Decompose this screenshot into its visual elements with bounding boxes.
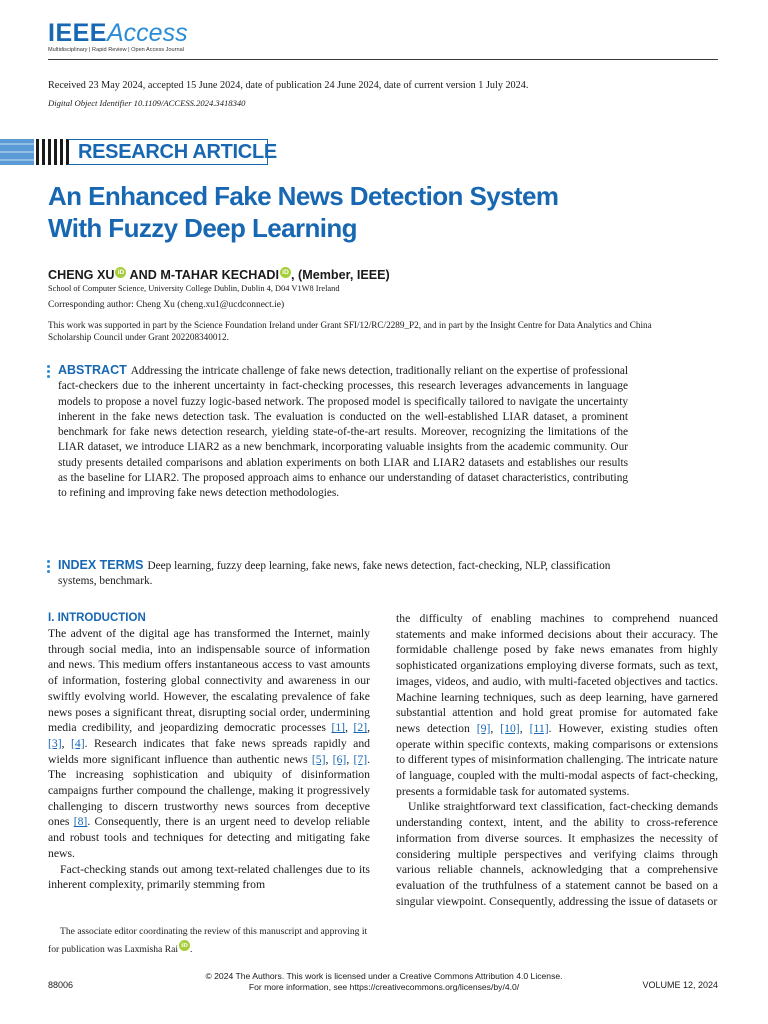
citation-link[interactable]: [10] xyxy=(500,721,520,735)
intro-paragraph-2: Fact-checking stands out among text-related challenges due to its inherent complexity, primarily stemming from xyxy=(48,862,370,892)
index-terms-text: Deep learning, fuzzy deep learning, fake news, fake news detection, fact-checking, NLP, classification systems, benchmark. xyxy=(58,560,611,588)
citation-link[interactable]: [3] xyxy=(48,736,62,750)
index-terms xyxy=(58,558,633,590)
citation-link[interactable]: [1] xyxy=(331,721,346,735)
editor-note xyxy=(48,924,370,958)
abstract-heading: ABSTRACT xyxy=(58,363,127,377)
journal-tagline: Multidisciplinary | Rapid Review | Open Access Journal xyxy=(48,47,184,53)
orcid-icon[interactable]: iD xyxy=(115,267,126,278)
journal-logo xyxy=(48,20,188,53)
article-type-label: RESEARCH ARTICLE xyxy=(68,139,268,165)
dots-marker-icon xyxy=(47,560,51,575)
citation-link[interactable]: [2] xyxy=(353,721,368,735)
volume-label: VOLUME 12, 2024 xyxy=(642,980,718,990)
page-number: 88006 xyxy=(48,980,74,990)
right-column xyxy=(396,611,718,909)
citation-link[interactable]: [11] xyxy=(529,721,549,735)
corresponding-author: Corresponding author: Cheng Xu (cheng.xu1@ucdconnect.ie) xyxy=(48,300,285,310)
editor-note-text: The associate editor coordinating the review of this manuscript and approving it for publication was Laxmisha Rai xyxy=(48,926,368,955)
citation-link[interactable]: [6] xyxy=(332,752,347,766)
citation-link[interactable]: [4] xyxy=(71,736,85,750)
author-and: AND xyxy=(129,268,157,282)
author-2: M-TAHAR KECHADI xyxy=(160,268,280,282)
orcid-icon[interactable]: iD xyxy=(179,940,190,951)
affiliation: School of Computer Science, University College Dublin, Dublin 4, D04 V1W8 Ireland xyxy=(48,284,340,293)
article-type-banner xyxy=(0,136,277,169)
intro-paragraph-4: Unlike straightforward text classification, fact-checking demands understanding context, intent, and the ability to cross-reference information from diverse sources. It emphasizes the necessity of considering multiple perspectives and verifying claims through various reliable channels, acknowledging that a comprehensive evaluation of the truthfulness of a statement cannot be based on a singular viewpoint. Consequently, addressing the issue of datasets or xyxy=(396,800,718,908)
paragraph-text: . The increasing sophistication and ubiquity of disinformation campaigns further compound the challenge, making it progressively challenging to discern trustworthy news sources from deceptive ones xyxy=(48,752,371,829)
author-2-suffix: , (Member, IEEE) xyxy=(291,268,390,282)
intro-paragraph-1: The advent of the digital age has transformed the Internet, mainly through social media, into an indispensable source of information and news. This medium offers instantaneous access to vast amounts of information, fostering global connectivity and awareness in our swiftly evolving world. However, the escalating prevalence of fake news poses a significant threat, disrupting social order, undermining media credibility, and jeopardizing democratic processes [1], [2], [3], [4]. Research indicates that fake news spreads rapidly and wields more significant influence than authentic news [5], [6], [7]. The increasing sophistication and ubiquity of disinformation campaigns further compound the challenge, making it progressively challenging to discern trustworthy news sources from deceptive ones [8]. Consequently, there is an urgent need to develop reliable and robust tools and techniques for detecting and mitigating fake news. xyxy=(48,627,371,860)
left-column xyxy=(48,611,370,893)
paragraph-text: the difficulty of enabling machines to comprehend nuanced statements and make informed decisions about their accuracy. The formidable challenge posed by fake news emanates from highly sophisticated organizations employing diverse formats, such as text, images, videos, and audio, with multi-faceted objectives and tactics. Machine learning techniques, such as deep learning, have garnered substantial attention and hold great promise for automated fake news detection xyxy=(396,612,718,735)
abstract-text: Addressing the intricate challenge of fake news detection, traditionally reliant on the expertise of professional fact-checkers due to the inherent uncertainty in fact-checking processes, this research leverages advancements in language models to propose a novel fuzzy logic-based network. The proposed model is specifically tailored to navigate the uncertainty inherent in the fake news detection task. The evaluation is conducted on the well-established LIAR dataset, a prominent benchmark for fake news detection research, yielding state-of-the-art results. Moreover, recognizing the limitations of the LIAR dataset, we introduce LIAR2 as a new benchmark, incorporating valuable insights from the academic community. Our study presents detailed comparisons and ablation experiments on both LIAR and LIAR2 datasets and establishes our results as the baseline for LIAR2. The proposed approach aims to enhance our understanding of dataset characteristics, contributing to refining and improving fake news detection methodologies. xyxy=(58,365,628,500)
intro-paragraph-3: the difficulty of enabling machines to comprehend nuanced statements and make informed decisions about their accuracy. The formidable challenge posed by fake news emanates from highly sophisticated organizations employing diverse formats, such as text, images, videos, and audio, with multi-faceted objectives and tactics. Machine learning techniques, such as deep learning, have garnered substantial attention and hold great promise for automated fake news detection [9], [10], [11]. However, existing studies often operate within specific contexts, making comparisons or extensions to different types of misinformation challenging. The intricate nature of language, coupled with the multi-modal aspects of fact-checking, presents a formidable task for automated systems. xyxy=(396,612,719,798)
banner-stripes-icon xyxy=(0,136,70,169)
index-terms-heading: INDEX TERMS xyxy=(58,558,144,572)
license-line-2[interactable]: For more information, see https://creativecommons.org/licenses/by/4.0/ xyxy=(248,981,520,992)
paragraph-text: The advent of the digital age has transformed the Internet, mainly through social media, into an indispensable source of information and news. This medium offers instantaneous access to vast amounts of information, fostering global connectivity and awareness in our swiftly evolving world. However, the escalating prevalence of fake news poses a significant threat, disrupting social order, undermining media credibility, and jeopardizing democratic processes xyxy=(48,627,370,735)
funding-note: This work was supported in part by the Science Foundation Ireland under Grant SFI/12/RC/2289_P2, and in part by the Insight Centre for Data Analytics and China Scholarship Council under Grant 202208340012. xyxy=(48,320,652,342)
paragraph-text: . Consequently, there is an urgent need to develop reliable and robust tools and techniques for detecting and mitigating fake news. xyxy=(48,815,370,860)
orcid-icon[interactable]: iD xyxy=(280,267,291,278)
dots-marker-icon xyxy=(47,365,51,380)
citation-link[interactable]: [8] xyxy=(73,815,88,829)
received-dates: Received 23 May 2024, accepted 15 June 2024, date of publication 24 June 2024, date of current version 1 July 2024. xyxy=(48,80,529,91)
citation-link[interactable]: [7] xyxy=(353,752,368,766)
journal-logo-ieee: IEEE xyxy=(48,19,107,47)
license-line-1: © 2024 The Authors. This work is licensed under a Creative Commons Attribution 4.0 License. xyxy=(205,971,563,981)
citation-link[interactable]: [5] xyxy=(311,752,326,766)
paragraph-text: . However, existing studies often operate within specific contexts, making comparisons or extensions to different types of misinformation challenging. The intricate nature of language, coupled with the multi-modal aspects of fact-checking, presents a formidable task for automated systems. xyxy=(396,721,719,798)
abstract xyxy=(58,363,628,502)
paper-title-line1: An Enhanced Fake News Detection System xyxy=(48,181,559,211)
header-divider xyxy=(48,59,718,60)
journal-logo-access: Access xyxy=(106,19,188,47)
author-1: CHENG XU xyxy=(48,268,115,282)
paper-title xyxy=(48,180,668,244)
editor-note-end: . xyxy=(190,944,193,955)
author-list xyxy=(48,267,390,282)
doi-line: Digital Object Identifier 10.1109/ACCESS.2024.3418340 xyxy=(48,98,246,108)
paragraph-text: . Research indicates that fake news spreads rapidly and wields more significant influence than authentic news xyxy=(48,736,371,766)
section-heading: I. INTRODUCTION xyxy=(48,612,146,624)
paper-title-line2: With Fuzzy Deep Learning xyxy=(48,213,357,243)
citation-link[interactable]: [9] xyxy=(476,721,491,735)
